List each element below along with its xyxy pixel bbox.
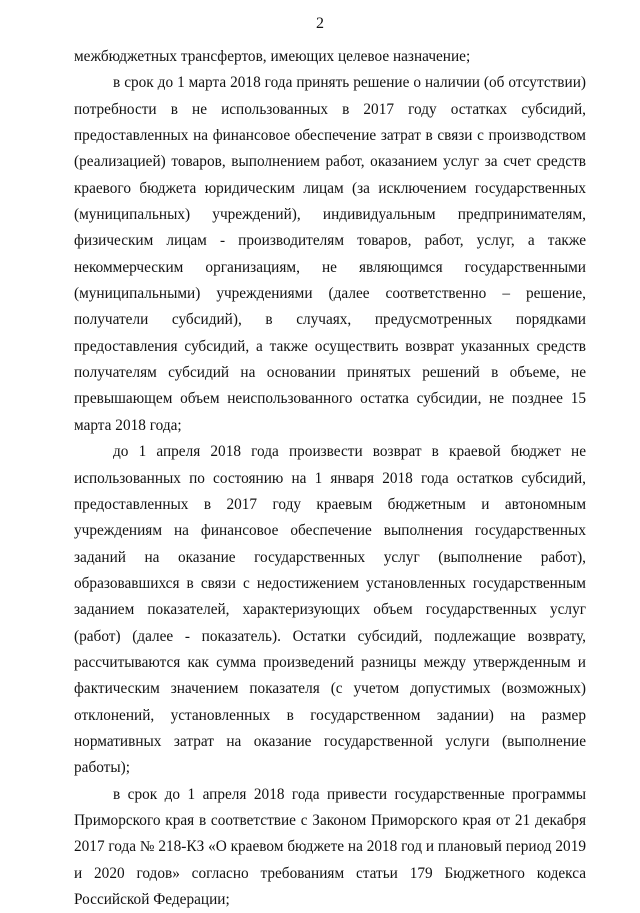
document-body <box>74 44 586 913</box>
paragraph-subsidy-return: до 1 апреля 2018 года произвести возврат в краевой бюджет не использованных по состоянию на 1 января 2018 года остатков субсидий, предоставленных в 2017 году краевым бюджетным и автономным учреждениям на финансовое обеспечение выполнения государственных заданий на оказание государственных услуг (выполнение работ), образовавшихся в связи с недостижением установленных государственным заданием показателей, характеризующих объем государственных услуг (работ) (далее - показатель). Остатки субсидий, подлежащие возврату, рассчитываются как сумма произведений разницы между утвержденным и фактическим значением показателя (с учетом допустимых (возможных) отклонений, установленных в государственном задании) на размер нормативных затрат на оказание государственной услуги (выполнение работы); <box>74 443 586 777</box>
paragraph-subsidy-decision: в срок до 1 марта 2018 года принять решение о наличии (об отсутствии) потребности в не использованных в 2017 году остатках субсидий, предоставленных на финансовое обеспечение затрат в связи с производством (реализацией) товаров, выполнением работ, оказанием услуг за счет средств краевого бюджета юридическим лицам (за исключением государственных (муниципальных) учреждений), индивидуальным предпринимателям, физическим лицам - производителям товаров, работ, услуг, а также некоммерческим организациям, не являющимся государственными (муниципальными) учреждениями (далее соответственно – решение, получатели субсидий), в случаях, предусмотренных порядками предоставления субсидий, а также осуществить возврат указанных средств получателям субсидий на основании принятых решений в объеме, не превышающем объем неиспользованного остатка субсидии, не позднее 15 марта 2018 года; <box>74 74 586 434</box>
paragraph-state-programs: в срок до 1 апреля 2018 года привести государственные программы Приморского края в соответствие с Законом Приморского края от 21 декабря 2017 года № 218-КЗ «О краевом бюджете на 2018 год и плановый период 2019 и 2020 годов» согласно требованиям статьи 179 Бюджетного кодекса Российской Федерации; <box>74 785 587 908</box>
paragraph-continuation: межбюджетных трансфертов, имеющих целевое назначение; <box>74 48 471 65</box>
page-number: 2 <box>316 15 324 32</box>
